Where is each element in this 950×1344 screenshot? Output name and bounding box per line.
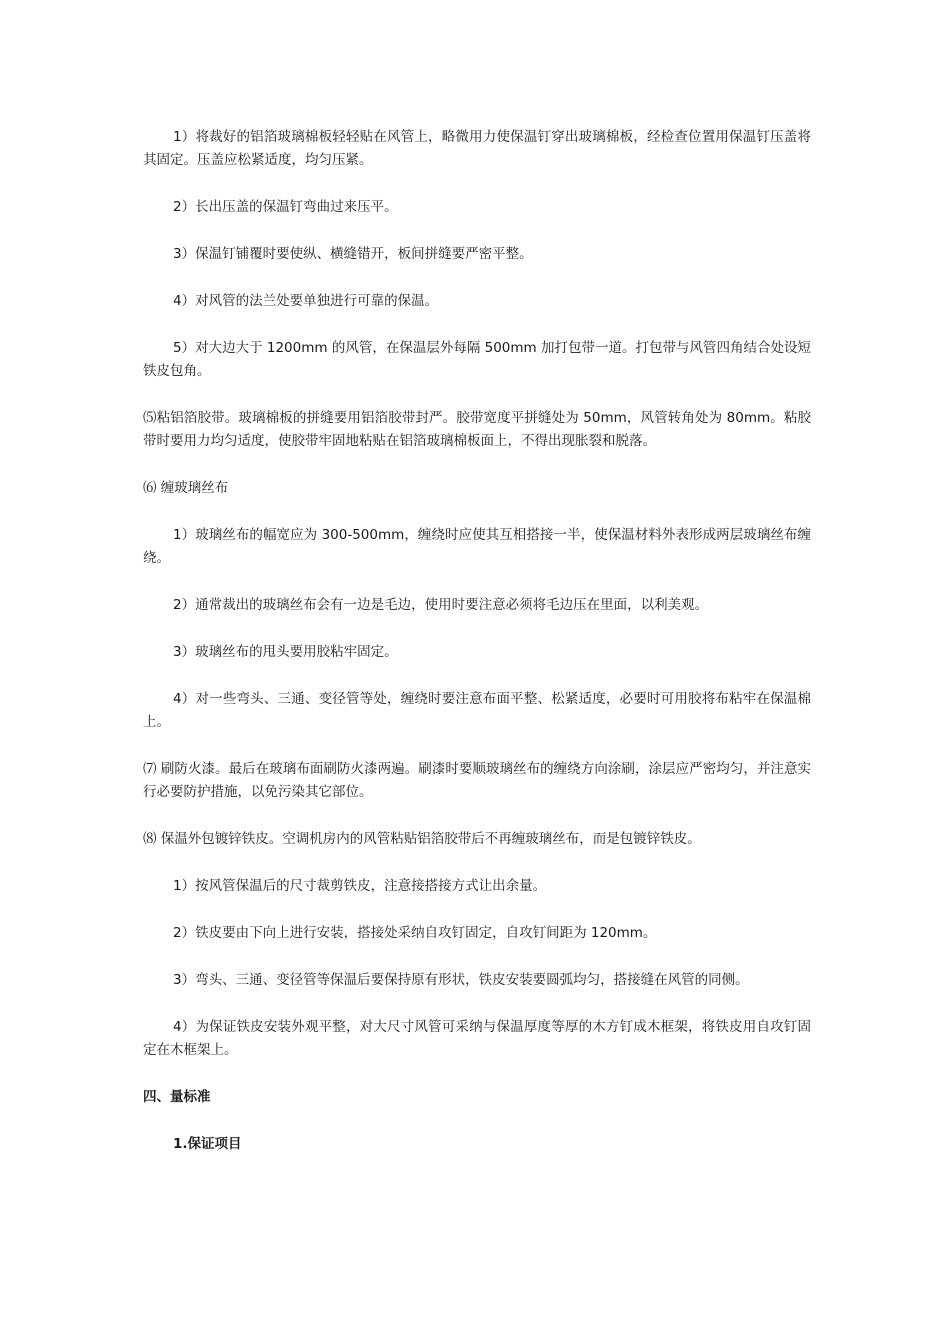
paragraph-7: ⑹ 缠玻璃丝布: [143, 480, 229, 496]
paragraph-13: ⑻ 保温外包镀锌铁皮。空调机房内的风管粘贴铝箔胶带后不再缠玻璃丝布，而是包镀锌铁皮。: [143, 831, 701, 847]
document-page: [143, 126, 811, 1180]
paragraph-3: 3）保温钉铺覆时要使纵、横缝错开，板间拼缝要严密平整。: [173, 246, 533, 262]
paragraph-8: 1）玻璃丝布的幅宽应为 300-500mm，缠绕时应使其互相搭接一半，使保温材料外表形成两层玻璃丝布缠绕。: [143, 527, 811, 566]
paragraph-17: 4）为保证铁皮安装外观平整，对大尺寸风管可采纳与保温厚度等厚的木方钉成木框架，将铁皮用自攻钉固定在木框架上。: [143, 1019, 811, 1058]
paragraph-10: 3）玻璃丝布的甩头要用胶粘牢固定。: [173, 644, 398, 660]
paragraph-12: ⑺ 刷防火漆。最后在玻璃布面刷防火漆两遍。刷漆时要顺玻璃丝布的缠绕方向涂刷，涂层应严密均匀，并注意实行必要防护措施，以免污染其它部位。: [143, 761, 811, 800]
paragraph-2: 2）长出压盖的保温钉弯曲过来压平。: [173, 199, 398, 215]
sub-heading: 1.保证项目: [173, 1136, 242, 1152]
paragraph-15: 2）铁皮要由下向上进行安装，搭接处采纳自攻钉固定，自攻钉间距为 120mm。: [173, 925, 657, 941]
paragraph-14: 1）按风管保温后的尺寸裁剪铁皮，注意接搭接方式让出余量。: [173, 878, 547, 894]
paragraph-4: 4）对风管的法兰处要单独进行可靠的保温。: [173, 293, 439, 309]
paragraph-6: ⑸粘铝箔胶带。玻璃棉板的拼缝要用铝箔胶带封严。胶带宽度平拼缝处为 50mm，风管转角处为 80mm。粘胶带时要用力均匀适度，使胶带牢固地粘贴在铝箔玻璃棉板面上，不得出现胀裂和脱落。: [143, 410, 811, 449]
paragraph-16: 3）弯头、三通、变径管等保温后要保持原有形状，铁皮安装要圆弧均匀，搭接缝在风管的同侧。: [173, 972, 749, 988]
paragraph-5: 5）对大边大于 1200mm 的风管，在保温层外每隔 500mm 加打包带一道。打包带与风管四角结合处设短铁皮包角。: [143, 340, 811, 379]
section-heading: 四、量标准: [143, 1089, 211, 1105]
paragraph-1: 1）将裁好的铝箔玻璃棉板轻轻贴在风管上，略微用力使保温钉穿出玻璃棉板，经检查位置用保温钉压盖将其固定。压盖应松紧适度，均匀压紧。: [143, 129, 811, 168]
paragraph-11: 4）对一些弯头、三通、变径管等处，缠绕时要注意布面平整、松紧适度，必要时可用胶将布粘牢在保温棉上。: [143, 691, 811, 730]
paragraph-9: 2）通常裁出的玻璃丝布会有一边是毛边，使用时要注意必须将毛边压在里面，以利美观。: [173, 597, 709, 613]
